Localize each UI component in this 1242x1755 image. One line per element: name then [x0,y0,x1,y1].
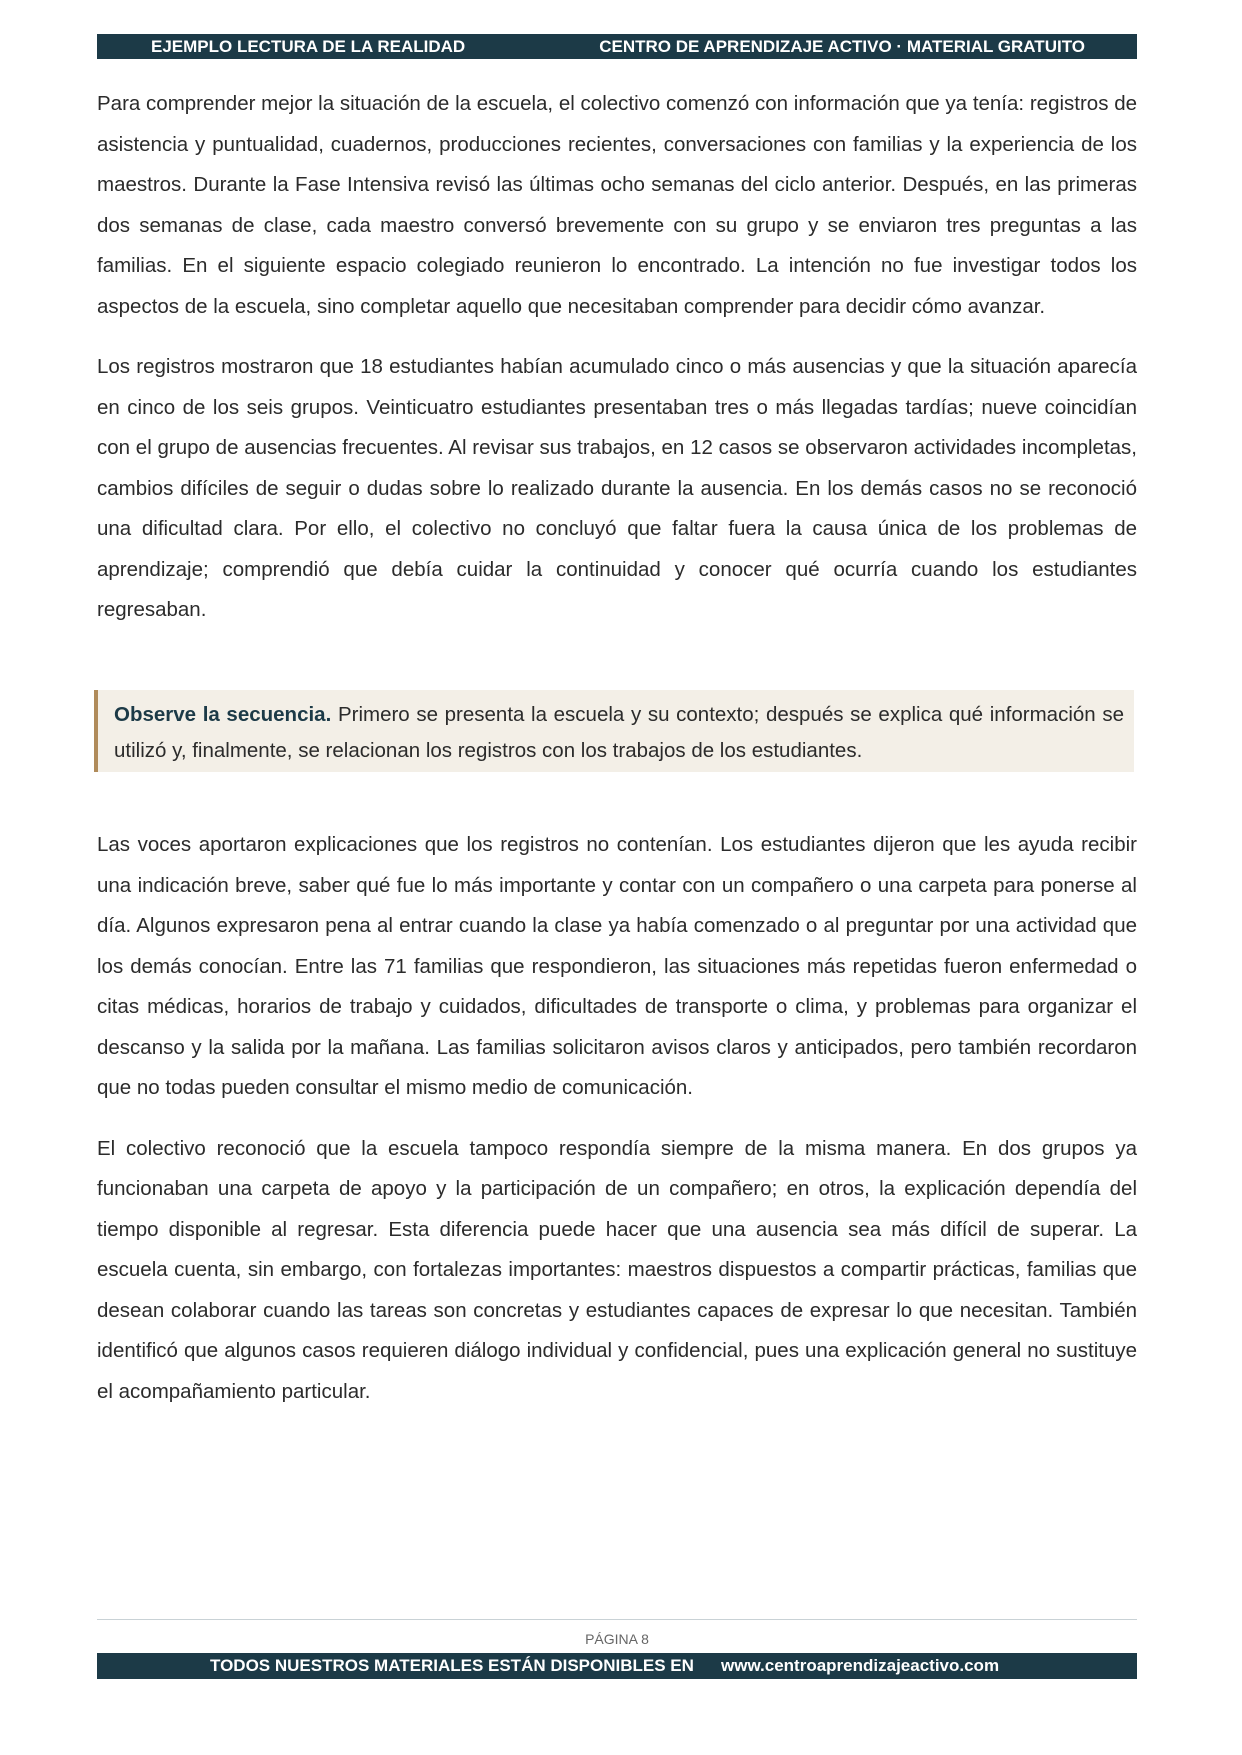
callout-note [94,690,1134,772]
paragraph-3: Las voces aportaron explicaciones que los registros no contenían. Los estudiantes dijeron que les ayuda recibir una indicación breve, saber qué fue lo más importante y contar con un compañero o una carpeta para ponerse al día. Algunos expresaron pena al entrar cuando la clase ya había comenzado o al preguntar por una actividad que los demás conocían. Entre las 71 familias que respondieron, las situaciones más repetidas fueron enfermedad o citas médicas, horarios de trabajo y cuidados, dificultades de transporte o clima, y problemas para organizar el descanso y la salida por la mañana. Las familias solicitaron avisos claros y anticipados, pero también recordaron que no todas pueden consultar el mismo medio de comunicación. [97,833,1137,1099]
callout-text [114,697,1124,769]
header-right-title: CENTRO DE APRENDIZAJE ACTIVO · MATERIAL GRATUITO [599,37,1085,56]
footer-divider [97,1619,1137,1620]
footer-website-link[interactable]: www.centroaprendizajeactivo.com [721,1656,1000,1675]
paragraph-4: El colectivo reconoció que la escuela tampoco respondía siempre de la misma manera. En dos grupos ya funcionaban una carpeta de apoyo y la participación de un compañero; en otros, la explicación dependía del tiempo disponible al regresar. Esta diferencia puede hacer que una ausencia sea más difícil de superar. La escuela cuenta, sin embargo, con fortalezas importantes: maestros dispuestos a compartir prácticas, familias que desean colaborar cuando las tareas son concretas y estudiantes capaces de expresar lo que necesitan. También identificó que algunos casos requieren diálogo individual y confidencial, pues una explicación general no sustituye el acompañamiento particular. [97,1136,1137,1403]
callout-body: Primero se presenta la escuela y su contexto; después se explica qué información se utilizó y, finalmente, se relacionan los registros con los trabajos de los estudiantes. [114,703,1124,762]
footer-availability-text: TODOS NUESTROS MATERIALES ESTÁN DISPONIBLES EN [210,1656,694,1675]
body-text-top [97,84,1137,651]
paragraph-1: Para comprender mejor la situación de la escuela, el colectivo comenzó con información que ya tenía: registros de asistencia y puntualidad, cuadernos, producciones recientes, conversaciones con familias y la experiencia de los maestros. Durante la Fase Intensiva revisó las últimas ocho semanas del ciclo anterior. Después, en las primeras dos semanas de clase, cada maestro conversó brevemente con su grupo y se enviaron tres preguntas a las familias. En el siguiente espacio colegiado reunieron lo encontrado. La intención no fue investigar todos los aspectos de la escuela, sino completar aquello que necesitaban comprender para decidir cómo avanzar. [97,92,1137,318]
callout-lead: Observe la secuencia. [114,703,332,726]
body-text-bottom [97,825,1137,1432]
header-bar [97,34,1137,59]
page-number: PÁGINA 8 [585,1631,649,1647]
footer-bar [97,1653,1137,1679]
header-left-title: EJEMPLO LECTURA DE LA REALIDAD [151,37,466,56]
paragraph-2: Los registros mostraron que 18 estudiantes habían acumulado cinco o más ausencias y que la situación aparecía en cinco de los seis grupos. Veinticuatro estudiantes presentaban tres o más llegadas tardías; nueve coincidían con el grupo de ausencias frecuentes. Al revisar sus trabajos, en 12 casos se observaron actividades incompletas, cambios difíciles de seguir o dudas sobre lo realizado durante la ausencia. En los demás casos no se reconoció una dificultad clara. Por ello, el colectivo no concluyó que faltar fuera la causa única de los problemas de aprendizaje; comprendió que debía cuidar la continuidad y conocer qué ocurría cuando los estudiantes regresaban. [97,355,1137,621]
